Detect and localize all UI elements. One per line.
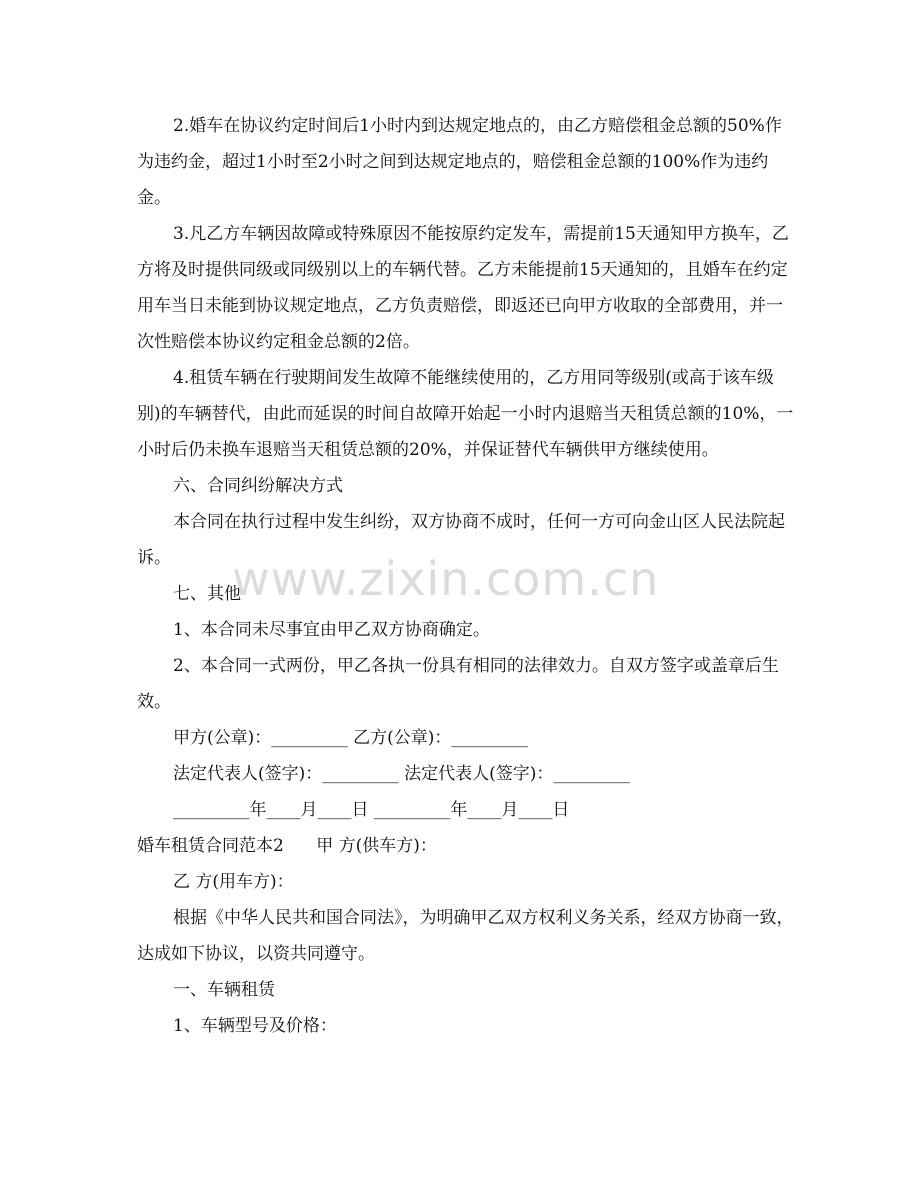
section-7-heading: 七、其他: [173, 584, 241, 604]
clause-3-vehicle-replacement: 3.凡乙方车辆因故障或特殊原因不能按原约定发车，需提前15天通知甲方换车，乙方将及时提供同级或同级别以上的车辆代替。乙方未能提前15天通知的，且婚车在约定用车当日未能到协议规定地点，乙方负责赔偿，即返还已向甲方收取的全部费用，并一次性赔偿本协议约定租金总额的2倍。: [137, 224, 789, 352]
preamble-text: 根据《中华人民共和国合同法》，为明确甲乙双方权利义务关系，经双方协商一致，达成如下协议，以资共同遵守。: [137, 908, 794, 964]
template-2-title: 婚车租赁合同范本2 甲 方(供车方)：: [137, 836, 437, 856]
section-6-heading: 六、合同纠纷解决方式: [173, 476, 343, 496]
party-b-line: 乙 方(用车方)：: [173, 872, 294, 892]
watermark-text: www.zixin.com.cn: [232, 552, 660, 606]
seal-line: 甲方(公章)：_________ 乙方(公章)：_________: [173, 728, 528, 748]
clause-4-breakdown: 4.租赁车辆在行驶期间发生故障不能继续使用的，乙方用同等级别(或高于该车级别)的车辆替代，由此而延误的时间自故障开始起一小时内退赔当天租赁总额的10%，一小时后仍未换车退赔当天租赁总额的20%，并保证替代车辆供甲方继续使用。: [137, 368, 794, 460]
section-1-heading: 一、车辆租赁: [173, 980, 275, 1000]
other-item-1: 1、本合同未尽事宜由甲乙双方协商确定。: [173, 620, 490, 640]
dispute-resolution-text: 本合同在执行过程中发生纠纷，双方协商不成时，任何一方可向金山区人民法院起诉。: [137, 512, 785, 568]
vehicle-model-price: 1、车辆型号及价格：: [173, 1016, 337, 1036]
clause-2-breach-delay: 2.婚车在协议约定时间后1小时内到达规定地点的，由乙方赔偿租金总额的50%作为违约金，超过1小时至2小时之间到达规定地点的，赔偿租金总额的100%作为违约金。: [137, 116, 782, 208]
other-item-2: 2、本合同一式两份，甲乙各执一份具有相同的法律效力。自双方签字或盖章后生效。: [137, 656, 779, 712]
signature-line: 法定代表人(签字)：_________ 法定代表人(签字)：_________: [173, 764, 630, 784]
document-body: [137, 108, 797, 1044]
date-line: _________年____月____日 _________年____月____日: [173, 800, 570, 820]
